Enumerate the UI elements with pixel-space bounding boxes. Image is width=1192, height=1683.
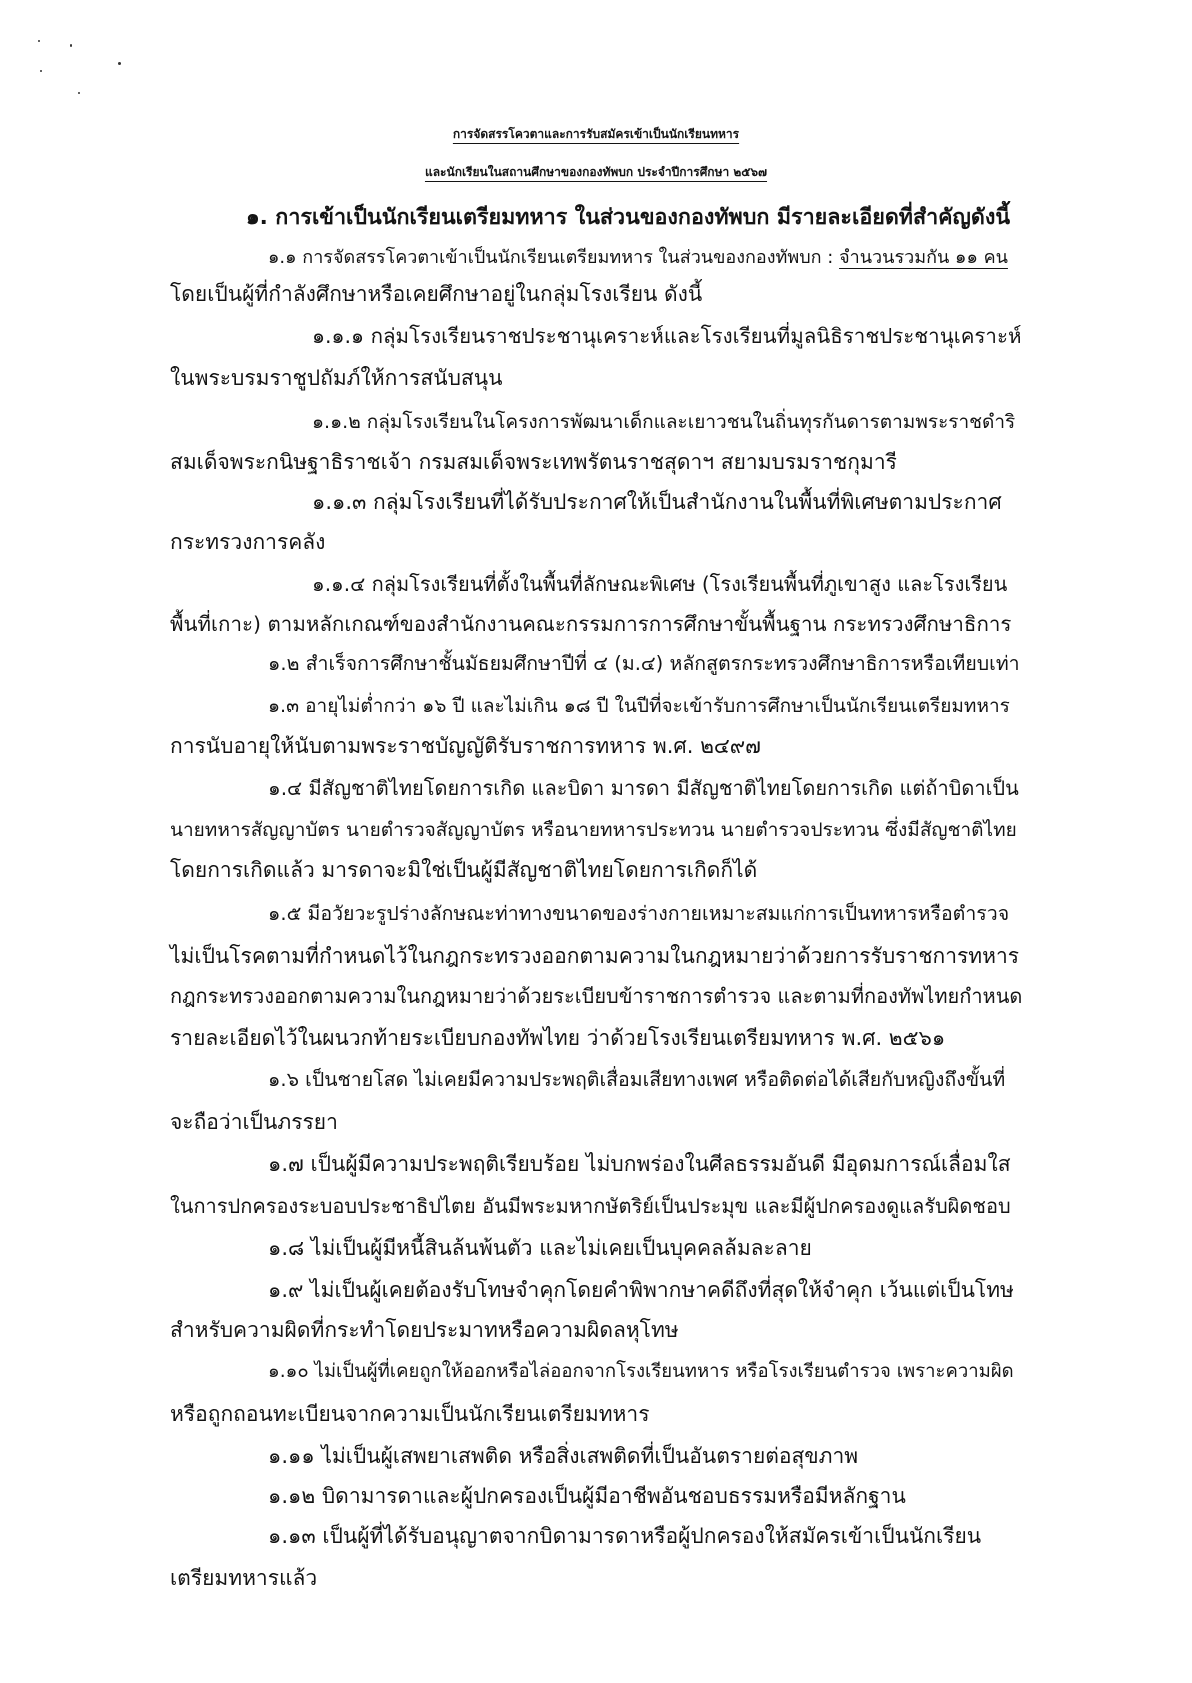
item-1-5-line-1: ๑.๕ มีอวัยวะรูปร่างลักษณะท่าทางขนาดของร่างกายเหมาะสมแก่การเป็นทหารหรือตำรวจ [268, 902, 1010, 925]
item-1-1-text: ๑.๑ การจัดสรรโควตาเข้าเป็นนักเรียนเตรียมทหาร ในส่วนของกองทัพบก : [268, 247, 840, 268]
item-1-7-line-1: ๑.๗ เป็นผู้มีความประพฤติเรียบร้อย ไม่บกพร่องในศีลธรรมอันดี มีอุดมการณ์เลื่อมใส [268, 1152, 1011, 1176]
scan-speck [40, 70, 42, 72]
section-1-heading: ๑. การเข้าเป็นนักเรียนเตรียมทหาร ในส่วนของกองทัพบก มีรายละเอียดที่สำคัญดังนี้ [246, 205, 1011, 230]
scan-speck [70, 44, 72, 47]
item-1-13-line-1: ๑.๑๓ เป็นผู้ที่ได้รับอนุญาตจากบิดามารดาหรือผู้ปกครองให้สมัครเข้าเป็นนักเรียน [268, 1524, 982, 1548]
item-1-5-line-4: รายละเอียดไว้ในผนวกท้ายระเบียบกองทัพไทย ว่าด้วยโรงเรียนเตรียมทหาร พ.ศ. ๒๕๖๑ [170, 1026, 946, 1050]
item-1-10-line-1: ๑.๑๐ ไม่เป็นผู้ที่เคยถูกให้ออกหรือไล่ออกจากโรงเรียนทหาร หรือโรงเรียนตำรวจ เพราะความผิด [268, 1361, 1014, 1382]
item-1-1-line-1 [268, 240, 1008, 276]
item-1-5-line-3: กฎกระทรวงออกตามความในกฎหมายว่าด้วยระเบียบข้าราชการตำรวจ และตามที่กองทัพไทยกำหนด [170, 984, 1023, 1008]
quota-total: จำนวนรวมกัน ๑๑ คน [839, 247, 1008, 268]
item-1-7-line-2: ในการปกครองระบอบประชาธิปไตย อันมีพระมหากษัตริย์เป็นประมุข และมีผู้ปกครองดูแลรับผิดชอบ [170, 1194, 1011, 1218]
item-1-4-line-1: ๑.๔ มีสัญชาติไทยโดยการเกิด และบิดา มารดา มีสัญชาติไทยโดยการเกิด แต่ถ้าบิดาเป็น [268, 776, 1019, 800]
item-1-8: ๑.๘ ไม่เป็นผู้มีหนี้สินล้นพ้นตัว และไม่เคยเป็นบุคคลล้มละลาย [268, 1236, 812, 1260]
item-1-1-line-2: โดยเป็นผู้ที่กำลังศึกษาหรือเคยศึกษาอยู่ในกลุ่มโรงเรียน ดังนี้ [170, 282, 703, 306]
item-1-1-3-line-2: กระทรวงการคลัง [170, 530, 326, 554]
item-1-1-1-line-1: ๑.๑.๑ กลุ่มโรงเรียนราชประชานุเคราะห์และโรงเรียนที่มูลนิธิราชประชานุเคราะห์ [312, 324, 1022, 348]
item-1-4-line-3: โดยการเกิดแล้ว มารดาจะมิใช่เป็นผู้มีสัญชาติไทยโดยการเกิดก็ได้ [170, 858, 758, 882]
item-1-12: ๑.๑๒ บิดามารดาและผู้ปกครองเป็นผู้มีอาชีพอันชอบธรรมหรือมีหลักฐาน [268, 1484, 906, 1508]
scan-speck [78, 92, 80, 94]
item-1-1-4-line-1: ๑.๑.๔ กลุ่มโรงเรียนที่ตั้งในพื้นที่ลักษณะพิเศษ (โรงเรียนพื้นที่ภูเขาสูง และโรงเรียน [312, 572, 1008, 596]
item-1-6-line-1: ๑.๖ เป็นชายโสด ไม่เคยมีความประพฤติเสื่อมเสียทางเพศ หรือติดต่อได้เสียกับหญิงถึงขั้นที่ [268, 1068, 1006, 1091]
item-1-13-line-2: เตรียมทหารแล้ว [170, 1566, 318, 1590]
item-1-1-4-line-2: พื้นที่เกาะ) ตามหลักเกณฑ์ของสำนักงานคณะกรรมการการศึกษาขั้นพื้นฐาน กระทรวงศึกษาธิการ [170, 612, 1012, 636]
item-1-9-line-2: สำหรับความผิดที่กระทำโดยประมาทหรือความผิดลหุโทษ [170, 1318, 679, 1342]
item-1-6-line-2: จะถือว่าเป็นภรรยา [170, 1110, 338, 1134]
item-1-10-line-2: หรือถูกถอนทะเบียนจากความเป็นนักเรียนเตรียมทหาร [170, 1402, 650, 1426]
item-1-1-3-line-1: ๑.๑.๓ กลุ่มโรงเรียนที่ได้รับประกาศให้เป็นสำนักงานในพื้นที่พิเศษตามประกาศ [312, 490, 1002, 514]
scan-speck [38, 40, 40, 42]
item-1-1-1-line-2: ในพระบรมราชูปถัมภ์ให้การสนับสนุน [170, 366, 503, 390]
item-1-5-line-2: ไม่เป็นโรคตามที่กำหนดไว้ในกฎกระทรวงออกตามความในกฎหมายว่าด้วยการรับราชการทหาร [170, 944, 1020, 968]
item-1-1-2-line-2: สมเด็จพระกนิษฐาธิราชเจ้า กรมสมเด็จพระเทพรัตนราชสุดาฯ สยามบรมราชกุมารี [170, 450, 897, 474]
item-1-3-line-2: การนับอายุให้นับตามพระราชบัญญัติรับราชการทหาร พ.ศ. ๒๔๙๗ [170, 734, 761, 758]
document-title-line-2: และนักเรียนในสถานศึกษาของกองทัพบก ประจำปีการศึกษา ๒๕๖๗ [424, 165, 768, 179]
item-1-3-line-1: ๑.๓ อายุไม่ต่ำกว่า ๑๖ ปี และไม่เกิน ๑๘ ปี ในปีที่จะเข้ารับการศึกษาเป็นนักเรียนเตรียมทหาร [268, 695, 1010, 717]
scan-speck [118, 62, 121, 65]
item-1-2: ๑.๒ สำเร็จการศึกษาชั้นมัธยมศึกษาปีที่ ๔ (ม.๔) หลักสูตรกระทรวงศึกษาธิการหรือเทียบเท่า [268, 652, 1020, 675]
item-1-11: ๑.๑๑ ไม่เป็นผู้เสพยาเสพติด หรือสิ่งเสพติดที่เป็นอันตรายต่อสุขภาพ [268, 1444, 859, 1468]
item-1-4-line-2: นายทหารสัญญาบัตร นายตำรวจสัญญาบัตร หรือนายทหารประทวน นายตำรวจประทวน ซึ่งมีสัญชาติไทย [170, 819, 1017, 841]
item-1-9-line-1: ๑.๙ ไม่เป็นผู้เคยต้องรับโทษจำคุกโดยคำพิพากษาคดีถึงที่สุดให้จำคุก เว้นแต่เป็นโทษ [268, 1278, 1014, 1302]
document-title-line-1: การจัดสรรโควตาและการรับสมัครเข้าเป็นนักเรียนทหาร [452, 127, 740, 141]
item-1-1-2-line-1: ๑.๑.๒ กลุ่มโรงเรียนในโครงการพัฒนาเด็กและเยาวชนในถิ่นทุรกันดารตามพระราชดำริ [312, 411, 1016, 433]
